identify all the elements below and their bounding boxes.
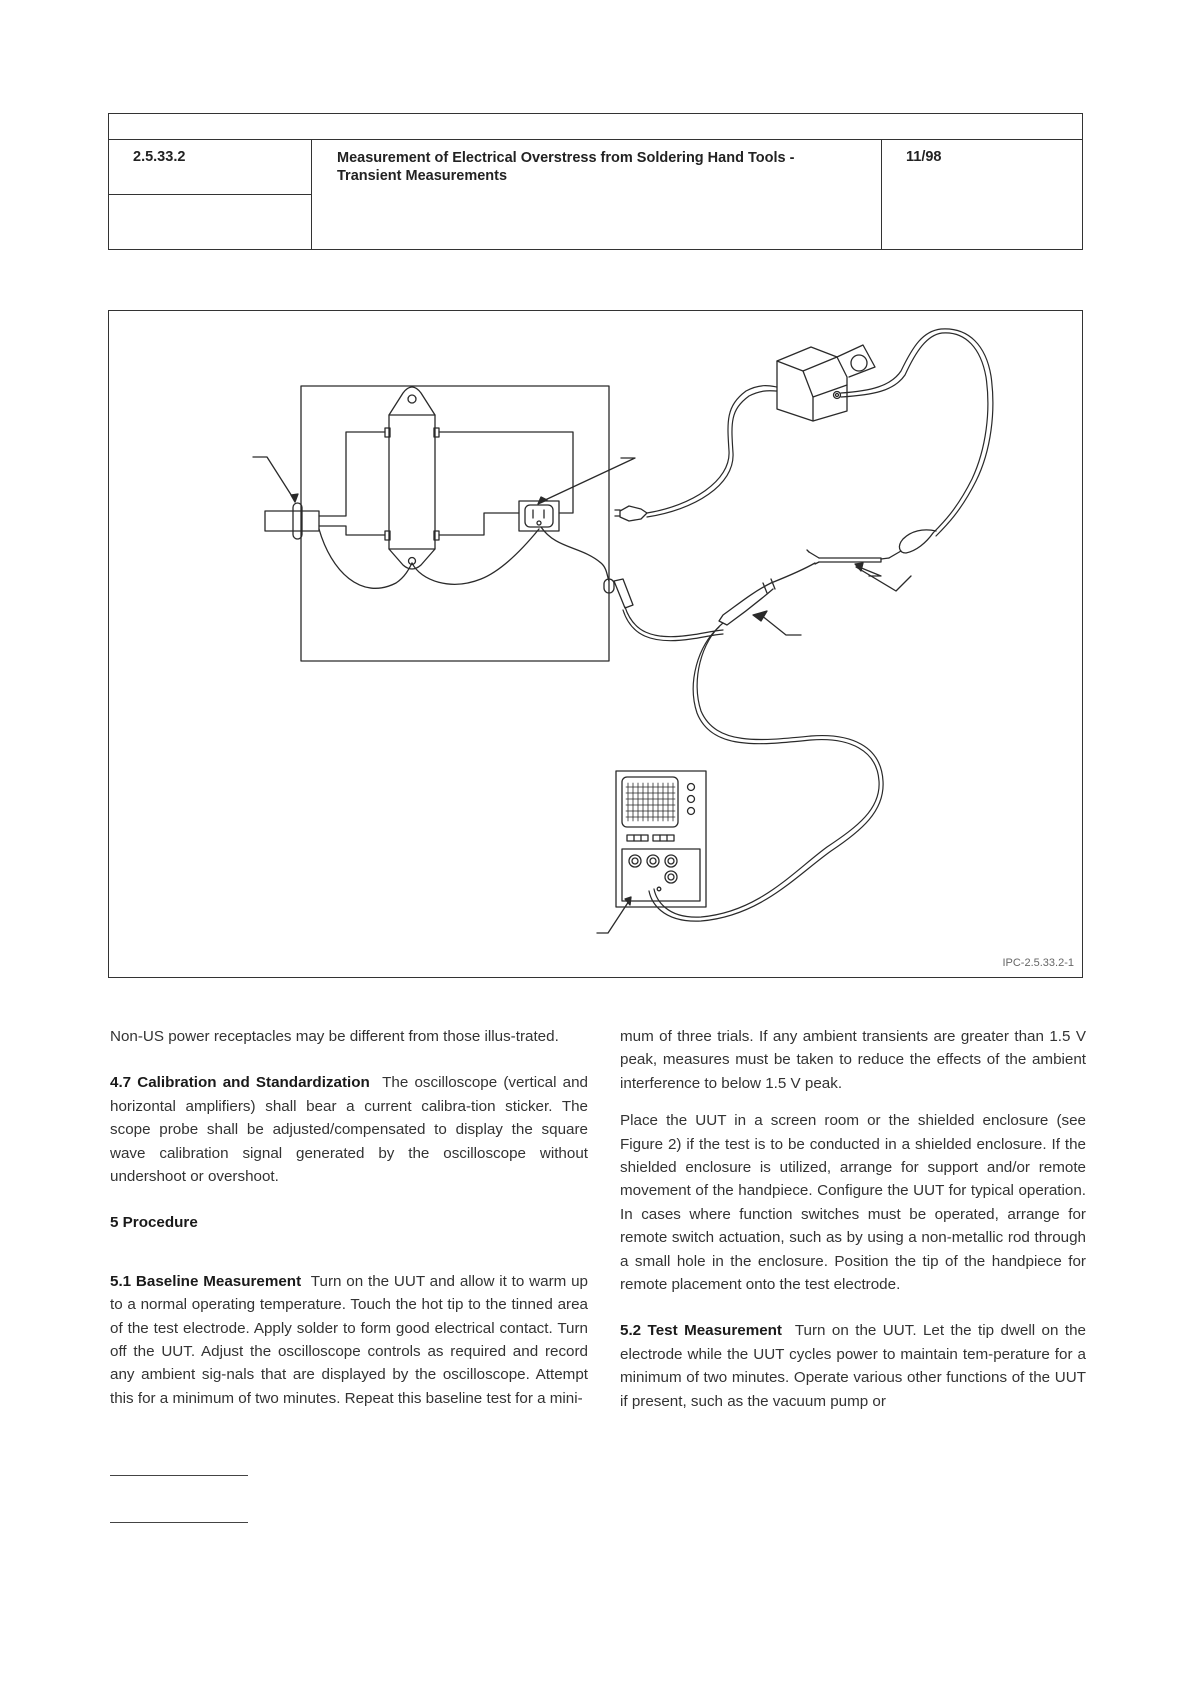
- header-date-cell: [881, 139, 1082, 249]
- header-cell-divider: [109, 194, 311, 195]
- section-5-2: [620, 1319, 1086, 1413]
- header-top-row: [109, 114, 1082, 140]
- scope-probe-icon: [719, 563, 815, 625]
- test-method-title: Measurement of Electrical Overstress from Soldering Hand Tools - Transient Measurements: [337, 150, 795, 184]
- footnote-rule: [110, 1522, 248, 1523]
- section-5-1-heading: 5.1 Baseline Measurement: [110, 1272, 302, 1290]
- section-4-7-heading: 4.7 Calibration and Standardization: [110, 1074, 370, 1092]
- test-electrode-icon: [807, 550, 881, 564]
- section-5-heading: 5 Procedure: [110, 1214, 198, 1232]
- section-5-2-heading: 5.2 Test Measurement: [620, 1322, 782, 1340]
- left-text-column: [110, 1025, 588, 1433]
- test-method-number: 2.5.33.2: [133, 149, 186, 165]
- shielded-enclosure: [301, 386, 609, 661]
- ferrite-clamp-icon: [265, 503, 319, 539]
- figure-id-label: IPC-2.5.33.2-1: [1002, 957, 1074, 969]
- receptacle-note: Non-US power receptacles may be different from those illus-trated.: [110, 1028, 559, 1045]
- power-receptacle-icon: [519, 501, 559, 531]
- soldering-iron-icon: [881, 530, 936, 559]
- test-setup-figure: [108, 310, 1083, 978]
- oscilloscope-icon: [616, 771, 706, 907]
- right-text-column: [620, 1025, 1086, 1436]
- soldering-station-icon: [777, 345, 875, 421]
- ambient-transient-paragraph: mum of three trials. If any ambient transients are greater than 1.5 V peak, measures must be taken to reduce the effects of the ambient interference to below 1.5 V peak.: [620, 1028, 1086, 1092]
- section-4-7: [110, 1071, 588, 1188]
- line-filter-icon: [319, 387, 573, 588]
- footnote-rule: [110, 1475, 248, 1476]
- revision-date: 11/98: [906, 149, 942, 165]
- section-5-2-text: Turn on the UUT. Let the tip dwell on the electrode while the UUT cycles power to maintain tem-perature for a minimum of two minutes. Operate various other functions of the UUT if present, such as the vacuum pump or: [620, 1322, 1086, 1410]
- section-5-1-text: Turn on the UUT and allow it to warm up to a normal operating temperature. Touch the hot tip to the tinned area of the test electrode. Apply solder to form good electrical contact. Turn off the UUT. Adjust the oscilloscope controls as required and record any ambient sig-nals that are displayed by the oscilloscope. Attempt this for a minimum of two minutes. Repeat this baseline test for a mini-: [110, 1272, 588, 1407]
- shielded-enclosure-paragraph: Place the UUT in a screen room or the shielded enclosure (see Figure 2) if the test is to be conducted in a shielded enclosure. If the shielded enclosure is utilized, arrange for support and/or remote movement of the handpiece. Configure the UUT for typical operation. In cases where function switches must be operated, arrange for remote switch actuation, such as by using a non-metallic rod through a small hole in the enclosure. Position the tip of the handpiece for remote placement onto the test electrode.: [620, 1112, 1086, 1294]
- document-header-table: [108, 113, 1083, 250]
- section-5-1: [110, 1270, 588, 1410]
- power-plug-icon: [615, 506, 647, 521]
- section-4-7-text: The oscilloscope (vertical and horizontal amplifiers) shall bear a current calibra-tion sticker. The scope probe shall be adjusted/compensated to display the square wave calibration signal generated by the oscilloscope without undershoot or overshoot.: [110, 1074, 588, 1186]
